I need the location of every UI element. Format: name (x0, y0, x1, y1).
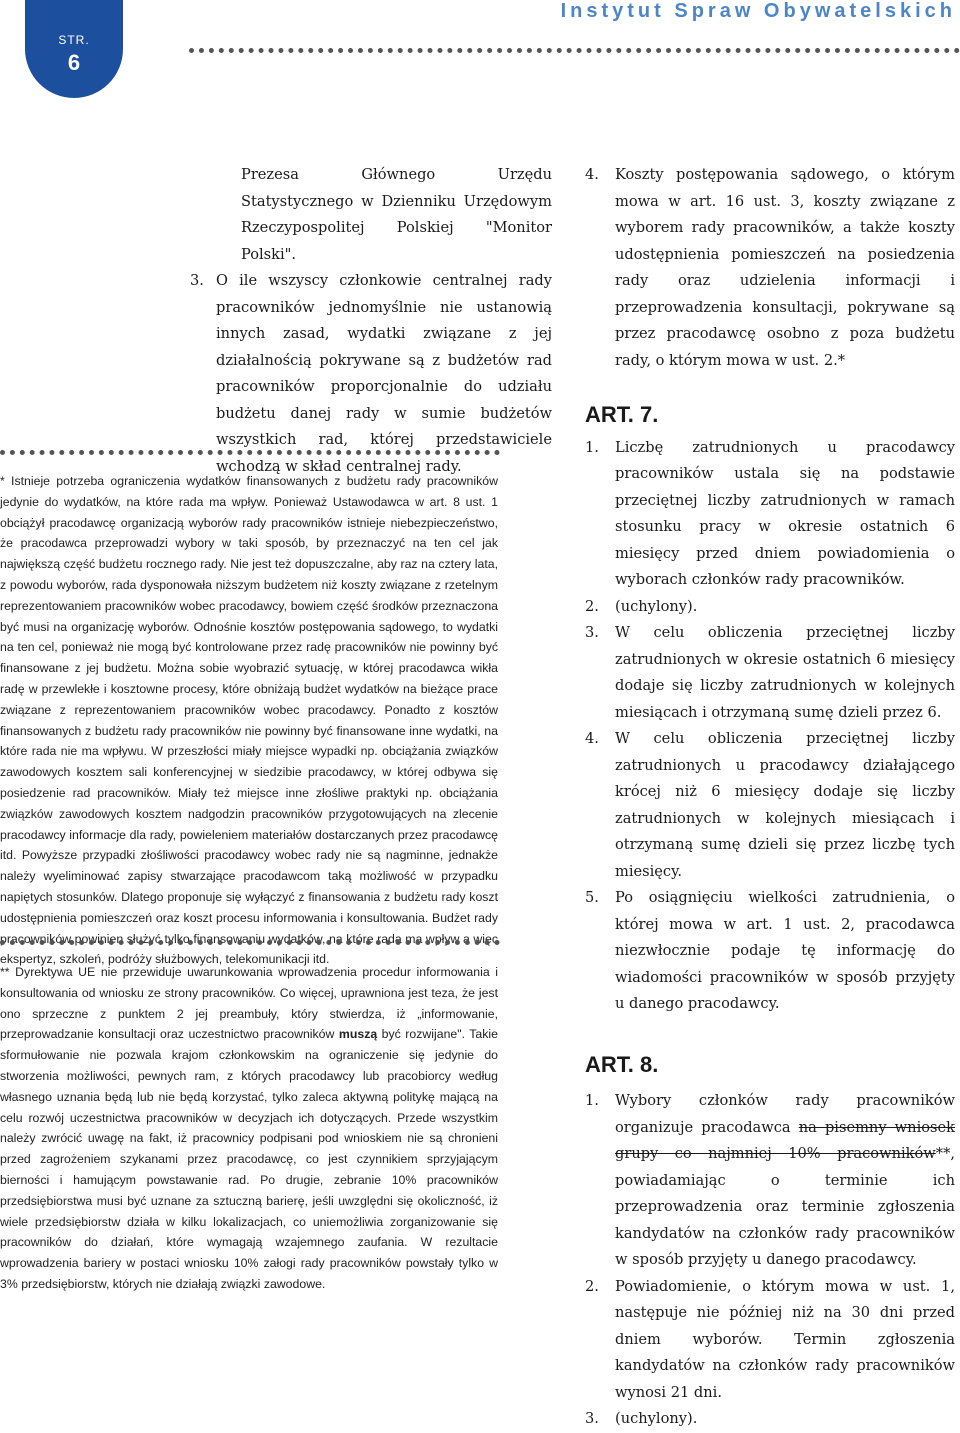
footnote-1: * Istnieje potrzeba ograniczenia wydatków finansowanych z budżetu rady pracowników jedynie do wydatków, na które rada ma wpływ. Ponieważ Ustawodawca w art. 8 ust. 1 obciążył pracodawcę organizacją wyborów rady pracowników istnieje niebezpieczeństwo, że pracodawca przeprowadzi wybory w taki sposób, by przeznaczyć na ten cel jak największą część budżetu rocznego rady. Nie jest też dopuszczalne, aby raz na cztery lata, z powodu wyborów, rada dysponowała niższym budżetem niż koszty związane z rzetelnym reprezentowaniem pracowników wobec pracodawcy, bowiem część środków przeznaczona być musi na organizację wyborów. Odnośnie kosztów postępowania sądowego, to wydatki na ten cel, ponieważ nie mogą być kontrolowane przez radę pracowników nie powinny być finansowane z jej budżetu. Można sobie wyobrazić sytuację, w której pracodawca wikła radę w przewlekłe i kosztowne procesy, które obniżają budżet wydatków na bieżące prace związane z reprezentowaniem pracowników wobec pracodawcy. Ponadto z kosztów finansowanych z budżetu rady pracowników nie powinny być finansowane inne wydatki, na które rada nie ma wpływu. W przeszłości miały miejsce wypadki np. obciążania związków zawodowych kosztem sali konferencyjnej w siedzibie pracodawcy, w której odbywa się posiedzenie rad pracowników. Miały też miejsce inne złośliwe praktyki np. obciążania związków zawodowych kosztem nadgodzin pracowników przygotowujących na zlecenie pracodawcy informacje dla rady, powieleniem materiałów dostarczanych przez pracodawcę itd. Powyższe przypadki złośliwości pracodawcy wobec rady nie są nagminne, jednakże należy wyeliminować zapisy stwarzające pracodawcom taką możliwość w przypadku napiętych stosunków. Dlatego proponuje się wyłączyć z finansowania z budżetu rady koszt udostępnienia pomieszczeń oraz koszt procesu informowania i konsultowania. Budżet rady pracowników powinien służyć tylko finansowaniu wydatków, na które rada ma wpływ a więc ekspertyz, szkoleń, podróży służbowych, telekomunikacji itd. (0, 474, 498, 967)
page-label: STR. (58, 33, 90, 47)
item-text: W celu obliczenia przeciętnej liczby zatrudnionych w okresie ostatnich 6 miesięcy dodaje się liczby zatrudnionych w kolejnych miesiącach i otrzymaną sumę dzieli przez 6. (615, 624, 955, 721)
item-text: Po osiągnięciu wielkości zatrudnienia, o której mowa w art. 1 ust. 2, pracodawca niezwłocznie podaje tę informację do wiadomości pracowników w sposób przyjęty u danego pracodawcy. (615, 889, 955, 1012)
item-text: Powiadomienie, o którym mowa w ust. 1, następuje nie później niż na 30 dni przed dniem wyborów. Termin zgłoszenia kandydatów na członków rady pracowników wynosi 21 dni. (615, 1277, 955, 1401)
header-dotted-divider (189, 48, 960, 53)
list-item (585, 726, 955, 885)
item-text-part: Wybory członków rady pracowników organizuje pracodawca (615, 1092, 955, 1136)
left-column (190, 162, 552, 480)
item-number: 4. (585, 166, 599, 183)
footnote-2 (0, 962, 498, 1295)
article-heading: ART. 7. (585, 402, 659, 427)
item-text: Liczbę zatrudnionych u pracodawcy pracowników ustala się na podstawie przeciętnej liczby zatrudnionych w ramach stosunku pracy w okresie ostatnich 6 miesięcy przed dniem powiadomienia o wyborach członków rady pracowników. (615, 438, 955, 588)
list-item (585, 1406, 955, 1433)
list-item (585, 1088, 955, 1274)
item-number: 3. (585, 1410, 599, 1427)
page-number-badge (25, 0, 123, 98)
page-number: 6 (67, 50, 81, 75)
item-text: O ile wszyscy członkowie centralnej rady pracowników jednomyślnie nie ustanowią innych zasad, wydatki związane z jej działalnością pokrywane są z budżetów rad pracowników proporcjonalnie do udziału budżetu danej rady w sumie budżetów wszystkich rad, której przedstawiciele wchodzą w skład centralnej rady. (216, 272, 552, 475)
item-number: 2. (585, 1277, 599, 1295)
struck-text: na pisemny wniosek grupy co najmniej 10% pracowników (615, 1118, 955, 1162)
list-item (585, 1274, 955, 1407)
footnote-2-text: ** Dyrektywa UE nie przewiduje uwarunkowania wprowadzenia procedur informowania i konsultowania od wniosku ze strony pracowników. Co więcej, uprawniona jest teza, że jest ono sprzeczne z punktem 2 jej preambuły, który stwierdza, iż „informowanie, przeprowadzanie konsultacji oraz uczestnictwo pracowników (0, 965, 498, 1042)
item-number: 3. (190, 272, 204, 289)
item-text (615, 1088, 955, 1274)
article-7-items (585, 435, 955, 1018)
item-text-part: **, powiadamiając o terminie ich przeprowadzenia oraz terminie zgłoszenia kandydatów na członków rady pracowników w sposób przyjęty u danego pracodawcy. (615, 1145, 955, 1268)
article-8-items (585, 1088, 955, 1433)
footnote-dotted-divider (0, 450, 500, 455)
item-text: W celu obliczenia przeciętnej liczby zatrudnionych u pracodawcy działającego krócej niż 6 miesięcy dodaje się liczby zatrudnionych w kolejnych miesiącach i otrzymaną sumę dzieli się przez liczbę tych miesięcy. (615, 730, 955, 880)
list-item (585, 885, 955, 1018)
list-item (585, 162, 955, 374)
list-item (585, 435, 955, 594)
item-number: 2. (585, 597, 599, 615)
institute-title: Instytut Spraw Obywatelskich (560, 0, 956, 22)
item-text: (uchylony). (615, 597, 698, 615)
item-text: (uchylony). (615, 1410, 698, 1427)
footnote-2-text: być rozwijane". Takie sformułowanie nie pozwala krajom członkowskim na ograniczenie się jedynie do stworzenia możliwości, pewnych ram, z których pracodawcy lub pracobiorcy według własnego uznania będą lub nie będą korzystać, tylko zaleca aktywną politykę mającą na celu rozwój uczestnictwa pracowników w decyzjach ich dotyczących. Przede wszystkim należy zwrócić uwagę na fakt, iż pracownicy podpisani pod wnioskiem nie są chronieni przed zagrożeniem szykanami przez pracodawcę, co jest czynnikiem sprzyjającym bierności i hamującym powstawanie rad. Po drugie, zebranie 10% pracowników przedsiębiorstwa musi być uznane za sztuczną barierę, jeśli uwzględni się okoliczność, iż wiele przedsiębiorstw działa w kilku lokalizacjach, co uniemożliwia zorganizowanie się pracowników do działań, które wymagają wzajemnego zaufania. W rezultacie wprowadzenia bariery w postaci wniosku 10% załogi rady pracowników powstały tylko w 3% przedsiębiorstw, których nie działają związki zawodowe. (0, 1027, 498, 1291)
footnote-2-emphasis: muszą (338, 1027, 378, 1042)
item-number: 5. (585, 889, 599, 906)
article-heading: ART. 8. (585, 1051, 659, 1077)
item-number: 4. (585, 730, 599, 747)
list-item (585, 594, 955, 621)
list-item (585, 620, 955, 726)
item-number: 1. (585, 438, 599, 456)
footnote-dotted-divider (0, 940, 500, 945)
continuation-text: Prezesa Głównego Urzędu Statystycznego w Dzienniku Urzędowym Rzeczypospolitej Polskiej "Monitor Polski". (241, 166, 552, 263)
item-number: 1. (585, 1092, 599, 1109)
list-item (190, 268, 552, 480)
right-column (585, 162, 955, 1433)
item-text: Koszty postępowania sądowego, o którym mowa w art. 16 ust. 3, koszty związane z wyborem rady pracowników, a także koszty udostępnienia pomieszczeń na posiedzenia rady oraz udzielenia informacji i przeprowadzenia konsultacji, pokrywane są przez pracodawcę osobno z poza budżetu rady, o którym mowa w ust. 2.* (615, 166, 955, 369)
item-number: 3. (585, 624, 599, 641)
